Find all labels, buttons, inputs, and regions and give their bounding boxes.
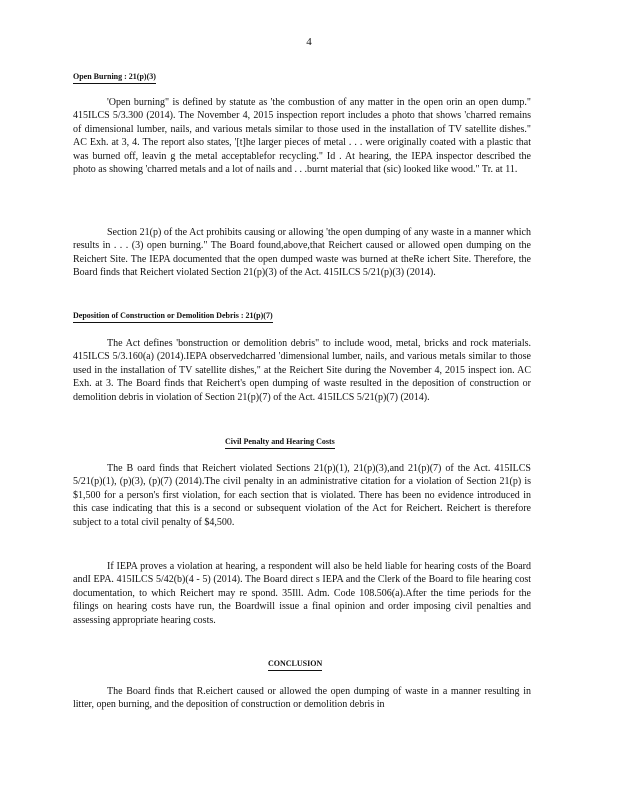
paragraph-text: The Board finds that R.eichert caused or allowed the open dumping of waste in a manner resulting in litter, open burning, and the deposition of construction or demolition debris in: [73, 686, 531, 711]
paragraph-text: Section 21(p) of the Act prohibits causing or allowing 'the open dumping of any waste in a manner which results in . . . (3) open burning." The Board found,above,that Reichert caused or allowed open dumping on the Reichert Site. The IEPA documented that the open dumped waste was burned at theRe ichert Site. Therefore, the Board finds that Reichert violated Section 21(p)(3) of the Act. 415ILCS 5/21(p)(3) (2014).: [73, 227, 531, 279]
page-number: 4: [306, 36, 312, 48]
paragraph-construction-debris: [73, 337, 531, 404]
heading-open-burning: Open Burning : 21(p)(3): [73, 72, 156, 84]
paragraph-text: The B oard finds that Reichert violated Sections 21(p)(1), 21(p)(3),and 21(p)(7) of the Act. 415ILCS 5/21(p)(1), (p)(3), (p)(7) (2014).The civil penalty in an administrative citation for a violation of Section 21(p) is $1,500 for a person's first violation, for each section that is violated. There has been no evidence introduced in this case indicating that this is a second or subsequent violation of the Act for Reichert. Reichert is therefore subject to a total civil penalty of $4,500.: [73, 463, 531, 528]
paragraph-text: The Act defines 'bonstruction or demolition debris" to include wood, metal, bricks and rock materials. 415ILCS 5/3.160(a) (2014).IEPA observedcharred 'dimensional lumber, nails, and various metals similar to those used in the installation of TV satellite dishes," at the Reichert Site during the November 4, 2015 inspect ion. AC Exh. at 3. The Board finds that Reichert's open dumping of waste resulted in the deposition of construction or demolition debris in violation of Section 21(p)(7) of the Act. 415ILCS 5/21(p)(7) (2014).: [73, 338, 531, 403]
paragraph-conclusion: [73, 685, 531, 712]
paragraph-text: If IEPA proves a violation at hearing, a respondent will also be held liable for hearing costs of the Board andI EPA. 415ILCS 5/42(b)(4 - 5) (2014). The Board direct s IEPA and the Clerk of the Board to file hearing cost documentation, to which Reichert may re spond. 35Ill. Adm. Code 108.506(a).After the time periods for the filings on hearing costs have run, the Boardwill issue a final opinion and order imposing civil penalties and assessing appropriate hearing costs.: [73, 561, 531, 626]
paragraph-hearing-costs: [73, 560, 531, 627]
paragraph-text: 'Open burning" is defined by statute as 'the combustion of any matter in the open orin an open dump." 415ILCS 5/3.300 (2014). The November 4, 2015 inspection report includes a photo that shows 'charred remains of dimensional lumber, nails, and various metals similar to those used in the installation of TV satellite dishes." AC Exh. at 3, 4. The report also states, '[t]he larger pieces of metal . . . were originally coated with a plastic that was burned off, leavin g the metal acceptablefor recycling." Id . At hearing, the IEPA inspector described the photo as showing 'charred metals and a lot of nails and . . .burnt material that (sic) looked like wood." Tr. at 11.: [73, 97, 531, 176]
paragraph-civil-penalty: [73, 462, 531, 529]
heading-conclusion: CONCLUSION: [268, 659, 322, 671]
paragraph-open-burning-definition: [73, 96, 531, 176]
paragraph-section-21p3: [73, 226, 531, 280]
heading-civil-penalty: Civil Penalty and Hearing Costs: [225, 437, 335, 449]
heading-deposition: Deposition of Construction or Demolition Debris : 21(p)(7): [73, 311, 273, 323]
